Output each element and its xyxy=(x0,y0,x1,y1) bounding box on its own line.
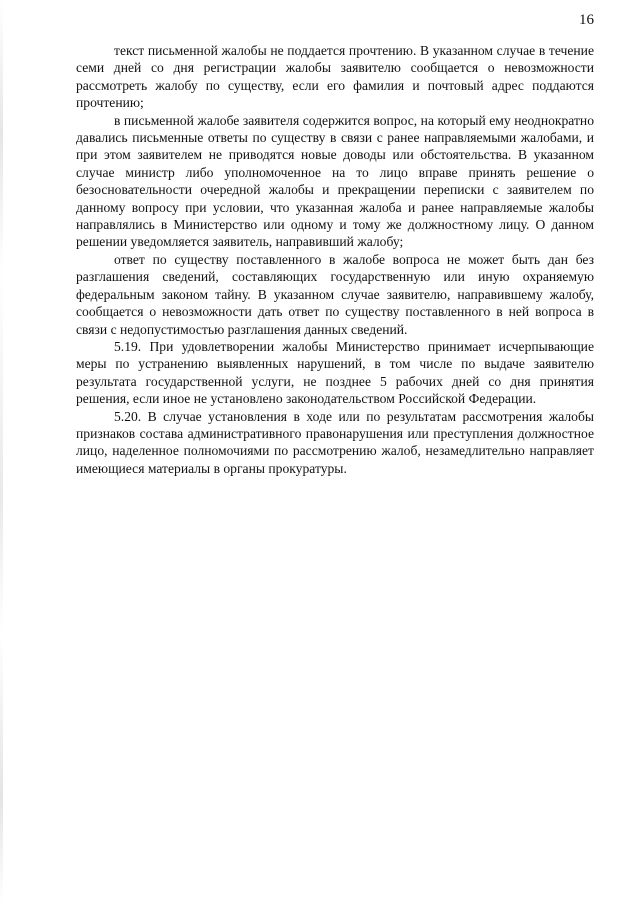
clause-text: В случае установления в ходе или по результатам рассмотрения жалобы признаков состава административного правонарушения или преступления должностное лицо, наделенное полномочиями по рассмотрению жалоб, незамедлительно направляет имеющиеся материалы в органы прокуратуры. xyxy=(76,408,594,476)
paragraph-unreadable-complaint xyxy=(76,42,594,112)
paragraph-repeated-question xyxy=(76,112,594,251)
clause-number: 5.19. xyxy=(114,338,142,354)
paragraph-text: в письменной жалобе заявителя содержится вопрос, на который ему неоднократно давались письменные ответы по существу в связи с ранее направляемыми жалобами, и при этом заявителем не приводятся новые доводы или обстоятельства. В указанном случае министр либо уполномоченное на то лицо вправе принять решение о безосновательности очередной жалобы и прекращении переписки с заявителем по данному вопросу при условии, что указанная жалоба и ранее направляемые жалобы направлялись в Министерство или одному и тому же должностному лицу. О данном решении уведомляется заявитель, направивший жалобу; xyxy=(76,112,594,250)
clause-text: При удовлетворении жалобы Министерство принимает исчерпывающие меры по устранению выявленных нарушений, в том числе по выдаче заявителю результата государственной услуги, не позднее 5 рабочих дней со дня принятия решения, если иное не установлено законодательством Российской Федерации. xyxy=(76,338,594,407)
clause-5-20 xyxy=(76,408,594,478)
paragraph-text: текст письменной жалобы не поддается прочтению. В указанном случае в течение семи дней со дня регистрации жалобы заявителю сообщается о невозможности рассмотреть жалобу по существу, если его фамилия и почтовый адрес поддаются прочтению; xyxy=(76,43,594,111)
scan-edge-shading xyxy=(0,0,3,905)
clause-5-19 xyxy=(76,338,594,408)
paragraph-state-secret xyxy=(76,251,594,338)
page-number: 16 xyxy=(579,12,594,28)
document-body xyxy=(76,42,594,477)
clause-number: 5.20. xyxy=(114,408,142,424)
paragraph-text: ответ по существу поставленного в жалобе вопроса не может быть дан без разглашения сведений, составляющих государственную или иную охраняемую федеральным законом тайну. В указанном случае заявителю, направившему жалобу, сообщается о невозможности дать ответ по существу поставленного в ней вопроса в связи с недопустимостью разглашения данных сведений. xyxy=(76,251,594,337)
